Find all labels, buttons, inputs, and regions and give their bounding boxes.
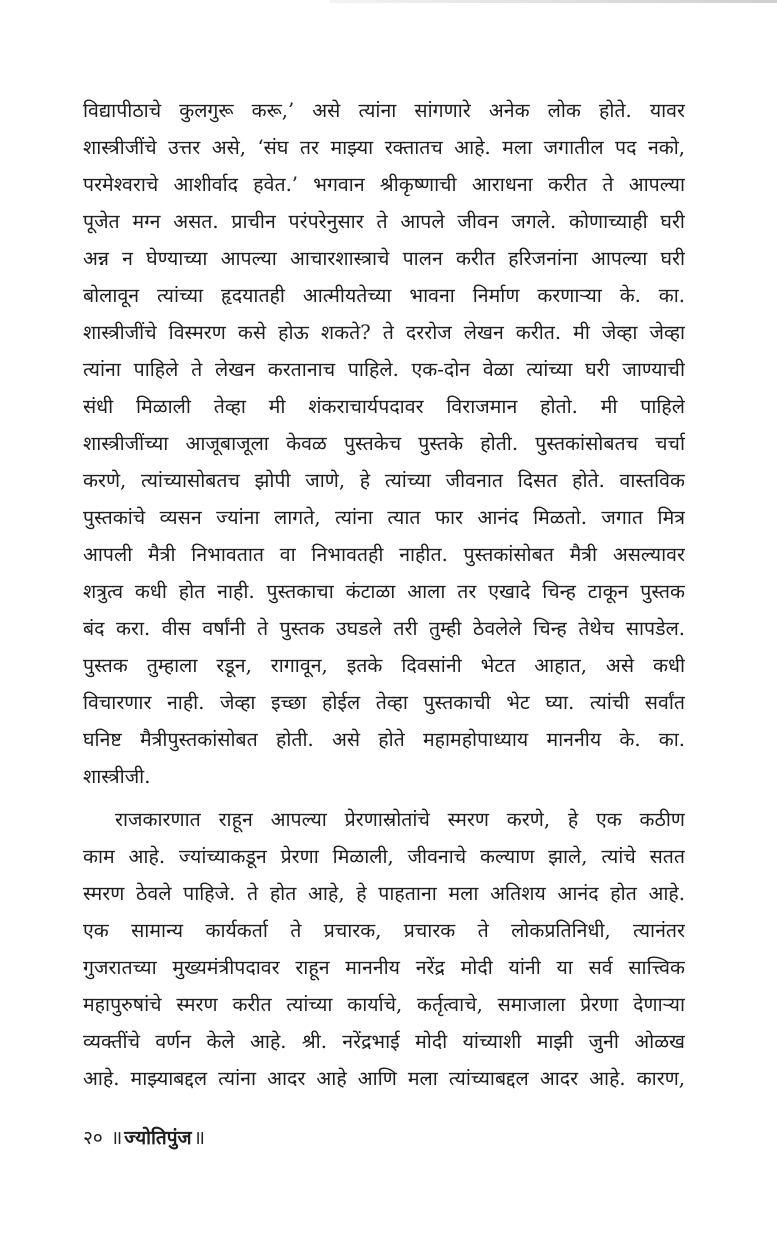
text-line: आपली मैत्री निभावतात वा निभावतही नाहीत. पुस्तकांसोबत मैत्री असल्यावर xyxy=(83,543,685,566)
text-line: काम आहे. ज्यांच्याकडून प्रेरणा मिळाली, जीवनाचे कल्याण झाले, त्यांचे सतत xyxy=(83,845,685,868)
text-line: घनिष्ट मैत्रीपुस्तकांसोबत होती. असे होते महामहोपाध्याय माननीय के. का. xyxy=(83,728,685,751)
page-number: २० xyxy=(83,1127,103,1149)
text-line: करणे, त्यांच्यासोबतच झोपी जाणे, हे त्यांच्या जीवनात दिसत होते. वास्तविक xyxy=(83,469,685,492)
text-line: शास्त्रीजींचे उत्तर असे, ‘संघ तर माझ्या रक्तातच आहे. मला जगातील पद नको, xyxy=(83,136,685,159)
text-line: परमेश्वराचे आशीर्वाद हवेत.’ भगवान श्रीकृष्णाची आराधना करीत ते आपल्या xyxy=(83,173,685,196)
text-line: संधी मिळाली तेव्हा मी शंकराचार्यपदावर विराजमान होतो. मी पाहिले xyxy=(83,395,685,418)
text-line: अन्न न घेण्याच्या आपल्या आचारशास्त्राचे पालन करीत हरिजनांना आपल्या घरी xyxy=(83,247,685,270)
text-line: शास्त्रीजी. xyxy=(83,765,151,788)
text-line: एक सामान्य कार्यकर्ता ते प्रचारक, प्रचारक ते लोकप्रतिनिधी, त्यानंतर xyxy=(83,919,685,942)
text-line: पूजेत मग्न असत. प्राचीन परंपरेनुसार ते आपले जीवन जगले. कोणाच्याही घरी xyxy=(83,210,685,233)
book-title: ज्योतिपुंज xyxy=(124,1127,192,1149)
text-line: पुस्तक तुम्हाला रडून, रागावून, इतके दिवसांनी भेटत आहात, असे कधी xyxy=(83,654,685,677)
text-line: आहे. माझ्याबद्दल त्यांना आदर आहे आणि मला त्यांच्याबद्दल आदर आहे. कारण, xyxy=(83,1067,685,1090)
text-line: बंद करा. वीस वर्षांनी ते पुस्तक उघडले तरी तुम्ही ठेवलेले चिन्ह तेथेच सापडेल. xyxy=(83,617,685,640)
paragraph-2 xyxy=(83,801,685,1097)
text-line: महापुरुषांचे स्मरण करीत त्यांच्या कार्याचे, कर्तृत्वाचे, समाजाला प्रेरणा देणाऱ्या xyxy=(83,993,685,1016)
text-line: विद्यापीठाचे कुलगुरू करू,’ असे त्यांना सांगणारे अनेक लोक होते. यावर xyxy=(83,99,685,122)
page-footer xyxy=(83,1122,207,1153)
text-line: राजकारणात राहून आपल्या प्रेरणास्रोतांचे स्मरण करणे, हे एक कठीण xyxy=(115,808,685,831)
page-body xyxy=(83,92,685,1097)
footer-separator-right: ॥ xyxy=(193,1127,206,1149)
text-line: त्यांना पाहिले ते लेखन करतानाच पाहिले. एक-दोन वेळा त्यांच्या घरी जाण्याची xyxy=(83,358,685,381)
text-line: विचारणार नाही. जेव्हा इच्छा होईल तेव्हा पुस्तकाची भेट घ्या. त्यांची सर्वांत xyxy=(83,691,685,714)
text-line: शास्त्रीजींच्या आजूबाजूला केवळ पुस्तकेच पुस्तके होती. पुस्तकांसोबतच चर्चा xyxy=(83,432,685,455)
text-line: पुस्तकांचे व्यसन ज्यांना लागते, त्यांना त्यात फार आनंद मिळतो. जगात मित्र xyxy=(83,506,685,529)
text-line: गुजरातच्या मुख्यमंत्रीपदावर राहून माननीय नरेंद्र मोदी यांनी या सर्व सात्त्विक xyxy=(83,956,685,979)
text-line: व्यक्तींचे वर्णन केले आहे. श्री. नरेंद्रभाई मोदी यांच्याशी माझी जुनी ओळख xyxy=(83,1030,685,1053)
footer-separator-left: ॥ xyxy=(110,1127,123,1149)
paragraph-1 xyxy=(83,92,685,795)
text-line: शास्त्रीजींचे विस्मरण कसे होऊ शकते? ते दररोज लेखन करीत. मी जेव्हा जेव्हा xyxy=(83,321,685,344)
text-line: शत्रुत्व कधी होत नाही. पुस्तकाचा कंटाळा आला तर एखादे चिन्ह टाकून पुस्तक xyxy=(83,580,685,603)
text-line: बोलावून त्यांच्या हृदयातही आत्मीयतेच्या भावना निर्माण करणाऱ्या के. का. xyxy=(83,284,685,307)
page-top-rule xyxy=(330,0,777,3)
text-line: स्मरण ठेवले पाहिजे. ते होत आहे, हे पाहताना मला अतिशय आनंद होत आहे. xyxy=(83,882,685,905)
